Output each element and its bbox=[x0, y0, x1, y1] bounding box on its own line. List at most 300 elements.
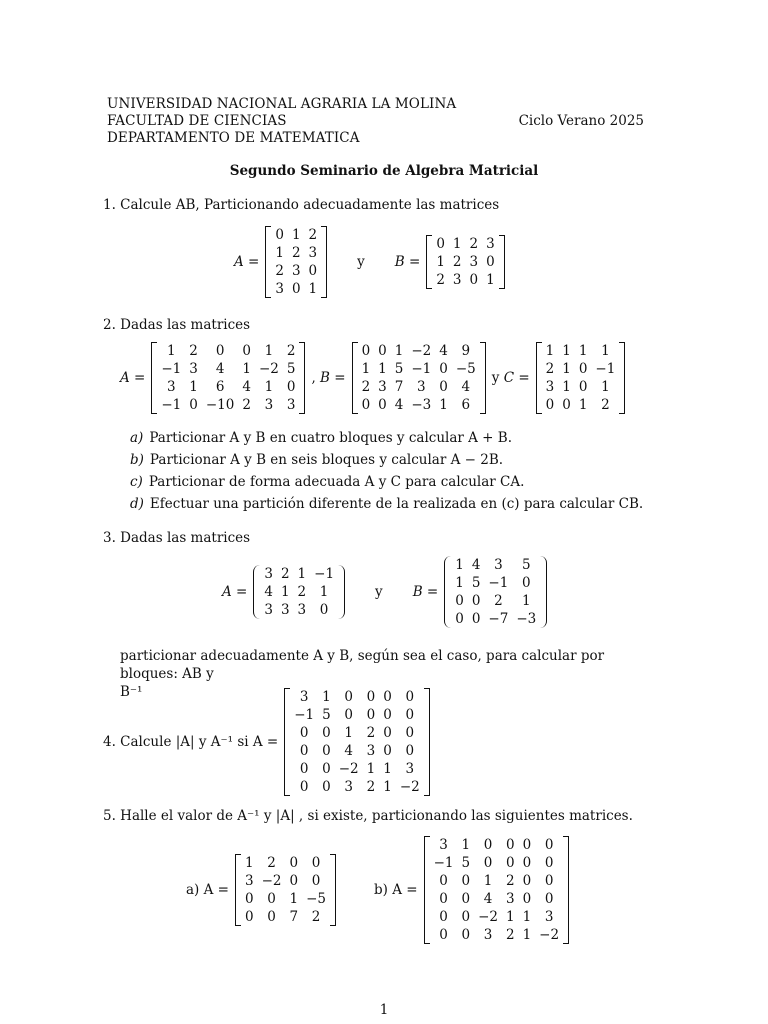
matrix-entry: 1 bbox=[308, 281, 318, 297]
matrix-entry: 2 bbox=[291, 245, 301, 261]
matrix-entry: 5 bbox=[322, 707, 331, 723]
matrix-entry: 3 bbox=[297, 602, 307, 618]
matrix-entry: 0 bbox=[299, 743, 309, 759]
matrix-entry: 0 bbox=[483, 837, 493, 853]
matrix-entry: −3 bbox=[516, 611, 537, 627]
matrix-entry: 0 bbox=[319, 602, 329, 618]
matrix-entry: 3 bbox=[299, 689, 309, 705]
matrix-entry: 0 bbox=[383, 743, 392, 759]
matrix-row bbox=[157, 342, 299, 360]
problem-5-statement: 5. Halle el valor de A⁻¹ y |A| , si existe, particionando las siguientes matrices. bbox=[103, 808, 633, 824]
matrix-entry: 0 bbox=[242, 343, 251, 359]
matrix-entry: 3 bbox=[366, 743, 376, 759]
matrix-entry: 0 bbox=[439, 379, 448, 395]
matrix-entry: 3 bbox=[469, 254, 479, 270]
matrix-entry: 0 bbox=[578, 361, 588, 377]
matrix-entry: 3 bbox=[544, 909, 554, 925]
matrix-a bbox=[253, 565, 345, 619]
matrix-row bbox=[358, 396, 480, 414]
matrix-row bbox=[542, 360, 620, 378]
matrix-entry: 2 bbox=[311, 909, 321, 925]
matrix-row bbox=[157, 378, 299, 396]
matrix-entry: 3 bbox=[286, 397, 296, 413]
matrix-entry: 1 bbox=[461, 837, 471, 853]
matrix-entry: −1 bbox=[294, 707, 315, 723]
matrix-entry: 3 bbox=[405, 761, 415, 777]
matrix-row bbox=[432, 235, 498, 253]
matrix-entry: 0 bbox=[289, 855, 299, 871]
matrix-entry: 2 bbox=[280, 566, 290, 582]
matrix-entry: 0 bbox=[291, 281, 301, 297]
matrix-entry: 2 bbox=[505, 873, 515, 889]
matrix-entry: 1 bbox=[264, 343, 274, 359]
matrix-b-label: B = bbox=[412, 584, 439, 600]
matrix-entry: 2 bbox=[505, 927, 515, 943]
matrix-entry: 1 bbox=[601, 379, 610, 395]
matrix-entry: 1 bbox=[545, 343, 555, 359]
matrix-entry: 2 bbox=[361, 379, 371, 395]
problem-2-item-b: b) Particionar A y B en seis bloques y calcular A − 2B. bbox=[130, 452, 504, 468]
matrix-entry: 0 bbox=[289, 873, 299, 889]
part-a-label: a) A = bbox=[186, 882, 229, 898]
matrix-entry: 1 bbox=[578, 397, 588, 413]
matrix-entry: 0 bbox=[189, 397, 198, 413]
matrix-entry: 7 bbox=[289, 909, 299, 925]
matrix-entry: 0 bbox=[322, 725, 331, 741]
matrix-entry: 0 bbox=[267, 909, 276, 925]
matrix-entry: 0 bbox=[311, 873, 321, 889]
matrix-entry: 1 bbox=[189, 379, 198, 395]
matrix-entry: 0 bbox=[286, 379, 296, 395]
matrix-entry: 1 bbox=[322, 689, 331, 705]
matrix-entry: 0 bbox=[405, 743, 415, 759]
matrix-row bbox=[432, 253, 498, 271]
matrix-a-cells bbox=[157, 342, 299, 414]
matrix-entry: 0 bbox=[505, 837, 515, 853]
matrix-entry: 0 bbox=[275, 227, 284, 243]
matrix-entry: 0 bbox=[299, 779, 309, 795]
matrix-row bbox=[451, 556, 540, 574]
matrix-entry: 0 bbox=[578, 379, 588, 395]
matrix-entry: 1 bbox=[280, 584, 290, 600]
matrix-b-label: B = bbox=[394, 254, 421, 270]
matrix-a bbox=[284, 688, 430, 796]
matrix-entry: 1 bbox=[455, 557, 464, 573]
matrix-row bbox=[241, 890, 330, 908]
matrix-row bbox=[290, 688, 424, 706]
matrix-entry: 1 bbox=[562, 343, 571, 359]
problem-5-part-b bbox=[374, 836, 569, 944]
matrix-row bbox=[290, 760, 424, 778]
matrix-row bbox=[290, 742, 424, 760]
matrix-a-label: A = bbox=[234, 254, 260, 270]
matrix-entry: 0 bbox=[522, 891, 532, 907]
matrix-entry: 3 bbox=[189, 361, 198, 377]
matrix-row bbox=[157, 360, 299, 378]
matrix-entry: 1 bbox=[383, 779, 392, 795]
matrix-row bbox=[290, 724, 424, 742]
matrix-row bbox=[260, 601, 338, 619]
matrix-entry: −1 bbox=[161, 361, 182, 377]
matrix-entry: 0 bbox=[344, 689, 353, 705]
matrix-entry: 0 bbox=[439, 361, 448, 377]
matrix-entry: 1 bbox=[344, 725, 353, 741]
matrix-a-cells bbox=[271, 226, 321, 298]
conjunction-y: y bbox=[357, 254, 365, 270]
matrix-entry: 0 bbox=[483, 855, 493, 871]
matrix-entry: 2 bbox=[267, 855, 276, 871]
matrix-entry: −1 bbox=[161, 397, 182, 413]
matrix-entry: 3 bbox=[486, 236, 495, 252]
matrix-entry: 1 bbox=[291, 227, 301, 243]
matrix-entry: −2 bbox=[478, 909, 498, 925]
matrix-entry: 0 bbox=[455, 593, 464, 609]
matrix-entry: 1 bbox=[319, 584, 329, 600]
problem-4 bbox=[103, 688, 430, 796]
matrix-row bbox=[290, 778, 424, 796]
matrix-entry: 0 bbox=[461, 927, 471, 943]
matrix-row bbox=[290, 706, 424, 724]
matrix-entry: 0 bbox=[544, 873, 554, 889]
matrix-entry: 0 bbox=[455, 611, 464, 627]
part-b-label: b) A = bbox=[374, 882, 418, 898]
matrix-entry: 2 bbox=[601, 397, 610, 413]
matrix-entry: 1 bbox=[562, 361, 571, 377]
matrix-entry: −10 bbox=[205, 397, 235, 413]
matrix-entry: 4 bbox=[264, 584, 273, 600]
matrix-row bbox=[542, 378, 620, 396]
matrix-row bbox=[260, 583, 338, 601]
matrix-entry: 0 bbox=[461, 909, 471, 925]
matrix-entry: −2 bbox=[338, 761, 359, 777]
matrix-entry: 3 bbox=[417, 379, 426, 395]
matrix-entry: 0 bbox=[439, 927, 448, 943]
matrix-b-label: , B = bbox=[311, 370, 346, 386]
matrix-entry: 0 bbox=[439, 891, 448, 907]
matrix-a-part-b bbox=[424, 836, 570, 944]
matrix-entry: 0 bbox=[383, 707, 392, 723]
matrix-a-cells bbox=[290, 688, 424, 796]
matrix-entry: 9 bbox=[461, 343, 471, 359]
matrix-entry: 1 bbox=[578, 343, 588, 359]
matrix-entry: 2 bbox=[469, 236, 479, 252]
matrix-entry: 3 bbox=[244, 873, 254, 889]
problem-1-matrices bbox=[234, 226, 505, 298]
matrix-entry: 0 bbox=[361, 397, 371, 413]
problem-1-statement: 1. Calcule AB, Particionando adecuadamente las matrices bbox=[103, 197, 500, 213]
matrix-entry: 0 bbox=[439, 909, 448, 925]
matrix-row bbox=[271, 280, 321, 298]
problem-2-statement: 2. Dadas las matrices bbox=[103, 317, 251, 333]
matrix-entry: −7 bbox=[488, 611, 509, 627]
matrix-entry: 4 bbox=[439, 343, 448, 359]
cycle-label: Ciclo Verano 2025 bbox=[518, 113, 644, 129]
matrix-entry: 5 bbox=[461, 855, 471, 871]
matrix-entry: 1 bbox=[361, 361, 371, 377]
matrix-a-part-b-cells bbox=[430, 836, 564, 944]
matrix-a-label: A = bbox=[222, 584, 248, 600]
matrix-entry: 1 bbox=[452, 236, 462, 252]
matrix-entry: 0 bbox=[244, 909, 254, 925]
matrix-entry: 0 bbox=[544, 855, 554, 871]
matrix-entry: 3 bbox=[494, 557, 503, 573]
matrix-row bbox=[358, 342, 480, 360]
matrix-entry: 5 bbox=[471, 575, 481, 591]
matrix-entry: 0 bbox=[436, 236, 445, 252]
conjunction-y: y bbox=[375, 584, 383, 600]
matrix-b bbox=[444, 556, 547, 628]
matrix-entry: 1 bbox=[366, 761, 376, 777]
matrix-row bbox=[241, 854, 330, 872]
matrix-row bbox=[260, 565, 338, 583]
problem-3-note-line-2: B⁻¹ bbox=[120, 684, 143, 700]
matrix-entry: 0 bbox=[299, 725, 309, 741]
page-number: 1 bbox=[379, 1002, 389, 1018]
matrix-a bbox=[151, 342, 305, 414]
matrix-entry: 3 bbox=[280, 602, 290, 618]
matrix-entry: 0 bbox=[544, 837, 554, 853]
matrix-row bbox=[432, 271, 498, 289]
matrix-entry: 6 bbox=[215, 379, 225, 395]
matrix-entry: 2 bbox=[189, 343, 198, 359]
matrix-entry: 2 bbox=[242, 397, 251, 413]
matrix-row bbox=[430, 854, 564, 872]
matrix-entry: 1 bbox=[383, 761, 392, 777]
matrix-entry: 3 bbox=[264, 602, 273, 618]
matrix-entry: 3 bbox=[167, 379, 176, 395]
matrix-entry: 0 bbox=[469, 272, 479, 288]
matrix-entry: 0 bbox=[471, 593, 481, 609]
matrix-row bbox=[451, 610, 540, 628]
matrix-entry: 0 bbox=[366, 689, 376, 705]
matrix-entry: 0 bbox=[322, 761, 331, 777]
matrix-entry: 1 bbox=[436, 254, 445, 270]
matrix-entry: 0 bbox=[461, 873, 471, 889]
matrix-entry: 3 bbox=[505, 891, 515, 907]
matrix-entry: −3 bbox=[411, 397, 432, 413]
matrix-entry: 1 bbox=[275, 245, 284, 261]
matrix-b-cells bbox=[358, 342, 480, 414]
matrix-entry: 4 bbox=[394, 397, 404, 413]
matrix-entry: 0 bbox=[461, 891, 471, 907]
matrix-entry: 0 bbox=[521, 575, 531, 591]
matrix-a-cells bbox=[260, 565, 338, 619]
matrix-b-cells bbox=[432, 235, 498, 289]
matrix-b bbox=[352, 342, 486, 414]
matrix-entry: 1 bbox=[522, 909, 532, 925]
problem-2-matrices bbox=[120, 342, 625, 414]
matrix-a bbox=[265, 226, 327, 298]
matrix-entry: 1 bbox=[601, 343, 610, 359]
problem-3-statement: 3. Dadas las matrices bbox=[103, 530, 251, 546]
matrix-entry: 0 bbox=[405, 689, 415, 705]
problem-2-item-d: d) Efectuar una partición diferente de la realizada en (c) para calcular CB. bbox=[130, 496, 644, 512]
matrix-c-cells bbox=[542, 342, 620, 414]
matrix-entry: 0 bbox=[299, 761, 309, 777]
matrix-entry: 5 bbox=[394, 361, 404, 377]
matrix-entry: 0 bbox=[344, 707, 353, 723]
matrix-row bbox=[271, 226, 321, 244]
matrix-entry: 3 bbox=[291, 263, 301, 279]
matrix-entry: 5 bbox=[286, 361, 296, 377]
matrix-entry: −2 bbox=[258, 361, 279, 377]
matrix-row bbox=[451, 592, 540, 610]
matrix-entry: 0 bbox=[522, 837, 532, 853]
matrix-entry: −1 bbox=[595, 361, 616, 377]
matrix-entry: 2 bbox=[286, 343, 296, 359]
matrix-entry: 2 bbox=[366, 725, 376, 741]
document-title: Segundo Seminario de Algebra Matricial bbox=[229, 163, 539, 179]
matrix-entry: 1 bbox=[439, 397, 448, 413]
matrix-entry: 0 bbox=[383, 689, 392, 705]
matrix-row bbox=[241, 872, 330, 890]
matrix-entry: 1 bbox=[394, 343, 404, 359]
matrix-row bbox=[430, 836, 564, 854]
matrix-entry: 2 bbox=[452, 254, 462, 270]
matrix-entry: −2 bbox=[261, 873, 282, 889]
matrix-entry: 1 bbox=[297, 566, 307, 582]
matrix-entry: 3 bbox=[378, 379, 387, 395]
matrix-entry: −1 bbox=[433, 855, 454, 871]
matrix-entry: 0 bbox=[267, 891, 276, 907]
matrix-entry: 0 bbox=[439, 873, 448, 889]
matrix-entry: 1 bbox=[242, 361, 251, 377]
matrix-entry: 0 bbox=[405, 707, 415, 723]
matrix-entry: 2 bbox=[308, 227, 318, 243]
matrix-row bbox=[271, 262, 321, 280]
matrix-entry: 1 bbox=[505, 909, 515, 925]
matrix-entry: 0 bbox=[383, 725, 392, 741]
matrix-entry: 1 bbox=[562, 379, 571, 395]
matrix-row bbox=[430, 908, 564, 926]
matrix-entry: −1 bbox=[411, 361, 432, 377]
matrix-row bbox=[358, 378, 480, 396]
matrix-entry: 0 bbox=[311, 855, 321, 871]
matrix-entry: 0 bbox=[545, 397, 555, 413]
matrix-entry: 1 bbox=[289, 891, 299, 907]
problem-3-matrices bbox=[222, 556, 547, 628]
matrix-row bbox=[430, 926, 564, 944]
matrix-entry: 0 bbox=[308, 263, 318, 279]
matrix-entry: 1 bbox=[244, 855, 254, 871]
matrix-a-part-a bbox=[235, 854, 336, 926]
matrix-entry: 4 bbox=[242, 379, 251, 395]
matrix-entry: 1 bbox=[167, 343, 176, 359]
matrix-entry: 0 bbox=[366, 707, 376, 723]
matrix-row bbox=[542, 342, 620, 360]
matrix-entry: 1 bbox=[483, 873, 493, 889]
matrix-entry: 0 bbox=[522, 873, 532, 889]
matrix-entry: 0 bbox=[322, 779, 331, 795]
matrix-entry: 3 bbox=[439, 837, 448, 853]
matrix-entry: 0 bbox=[215, 343, 225, 359]
matrix-entry: 6 bbox=[461, 397, 471, 413]
matrix-entry: 0 bbox=[361, 343, 371, 359]
matrix-entry: 3 bbox=[483, 927, 493, 943]
matrix-entry: 0 bbox=[322, 743, 331, 759]
matrix-entry: 0 bbox=[405, 725, 415, 741]
matrix-row bbox=[271, 244, 321, 262]
matrix-entry: 0 bbox=[378, 343, 387, 359]
matrix-entry: 0 bbox=[505, 855, 515, 871]
matrix-row bbox=[430, 872, 564, 890]
matrix-b-cells bbox=[451, 556, 540, 628]
matrix-entry: 3 bbox=[264, 566, 273, 582]
matrix-entry: 1 bbox=[455, 575, 464, 591]
matrix-entry: 7 bbox=[394, 379, 404, 395]
matrix-entry: 1 bbox=[522, 927, 532, 943]
matrix-entry: 1 bbox=[521, 593, 531, 609]
matrix-entry: 3 bbox=[452, 272, 462, 288]
matrix-a-label: A = bbox=[120, 370, 146, 386]
matrix-entry: 4 bbox=[344, 743, 353, 759]
matrix-entry: 0 bbox=[471, 611, 481, 627]
matrix-entry: 0 bbox=[244, 891, 254, 907]
matrix-entry: −1 bbox=[488, 575, 509, 591]
matrix-row bbox=[451, 574, 540, 592]
matrix-entry: 1 bbox=[486, 272, 495, 288]
matrix-c-label: y C = bbox=[491, 370, 530, 386]
matrix-entry: 4 bbox=[483, 891, 493, 907]
matrix-entry: −5 bbox=[306, 891, 326, 907]
matrix-entry: 3 bbox=[545, 379, 555, 395]
faculty-name: FACULTAD DE CIENCIAS bbox=[107, 113, 287, 129]
matrix-entry: 3 bbox=[275, 281, 284, 297]
matrix-entry: 4 bbox=[461, 379, 471, 395]
university-name: UNIVERSIDAD NACIONAL AGRARIA LA MOLINA bbox=[107, 96, 457, 112]
matrix-row bbox=[542, 396, 620, 414]
matrix-row bbox=[157, 396, 299, 414]
department-name: DEPARTAMENTO DE MATEMATICA bbox=[107, 130, 360, 146]
matrix-entry: 0 bbox=[544, 891, 554, 907]
matrix-entry: −2 bbox=[411, 343, 432, 359]
matrix-entry: 2 bbox=[275, 263, 284, 279]
matrix-entry: 1 bbox=[378, 361, 387, 377]
matrix-entry: 0 bbox=[522, 855, 532, 871]
matrix-b bbox=[426, 235, 504, 289]
matrix-row bbox=[430, 890, 564, 908]
matrix-entry: 4 bbox=[471, 557, 481, 573]
matrix-entry: 0 bbox=[378, 397, 387, 413]
matrix-entry: 3 bbox=[344, 779, 353, 795]
problem-5-part-a bbox=[186, 854, 336, 926]
problem-2-item-a: a) Particionar A y B en cuatro bloques y calcular A + B. bbox=[130, 430, 512, 446]
matrix-c bbox=[536, 342, 626, 414]
matrix-a-part-a-cells bbox=[241, 854, 330, 926]
problem-4-statement: 4. Calcule |A| y A⁻¹ si A = bbox=[103, 734, 279, 750]
matrix-entry: 3 bbox=[308, 245, 318, 261]
matrix-row bbox=[241, 908, 330, 926]
matrix-entry: 5 bbox=[521, 557, 531, 573]
matrix-entry: −2 bbox=[539, 927, 560, 943]
problem-2-item-c: c) Particionar de forma adecuada A y C para calcular CA. bbox=[130, 474, 525, 490]
matrix-entry: −2 bbox=[399, 779, 420, 795]
matrix-entry: −5 bbox=[455, 361, 476, 377]
matrix-entry: 1 bbox=[264, 379, 274, 395]
matrix-entry: 0 bbox=[562, 397, 571, 413]
matrix-entry: 2 bbox=[545, 361, 555, 377]
matrix-row bbox=[358, 360, 480, 378]
problem-3-note-line-1: particionar adecuadamente A y B, según sea el caso, para calcular por bloques: AB y bbox=[120, 648, 605, 682]
matrix-entry: 2 bbox=[494, 593, 503, 609]
matrix-entry: 3 bbox=[264, 397, 274, 413]
matrix-entry: 4 bbox=[215, 361, 225, 377]
matrix-entry: 2 bbox=[297, 584, 307, 600]
matrix-entry: 2 bbox=[436, 272, 445, 288]
matrix-entry: 2 bbox=[366, 779, 376, 795]
matrix-entry: 0 bbox=[486, 254, 495, 270]
matrix-entry: −1 bbox=[314, 566, 335, 582]
